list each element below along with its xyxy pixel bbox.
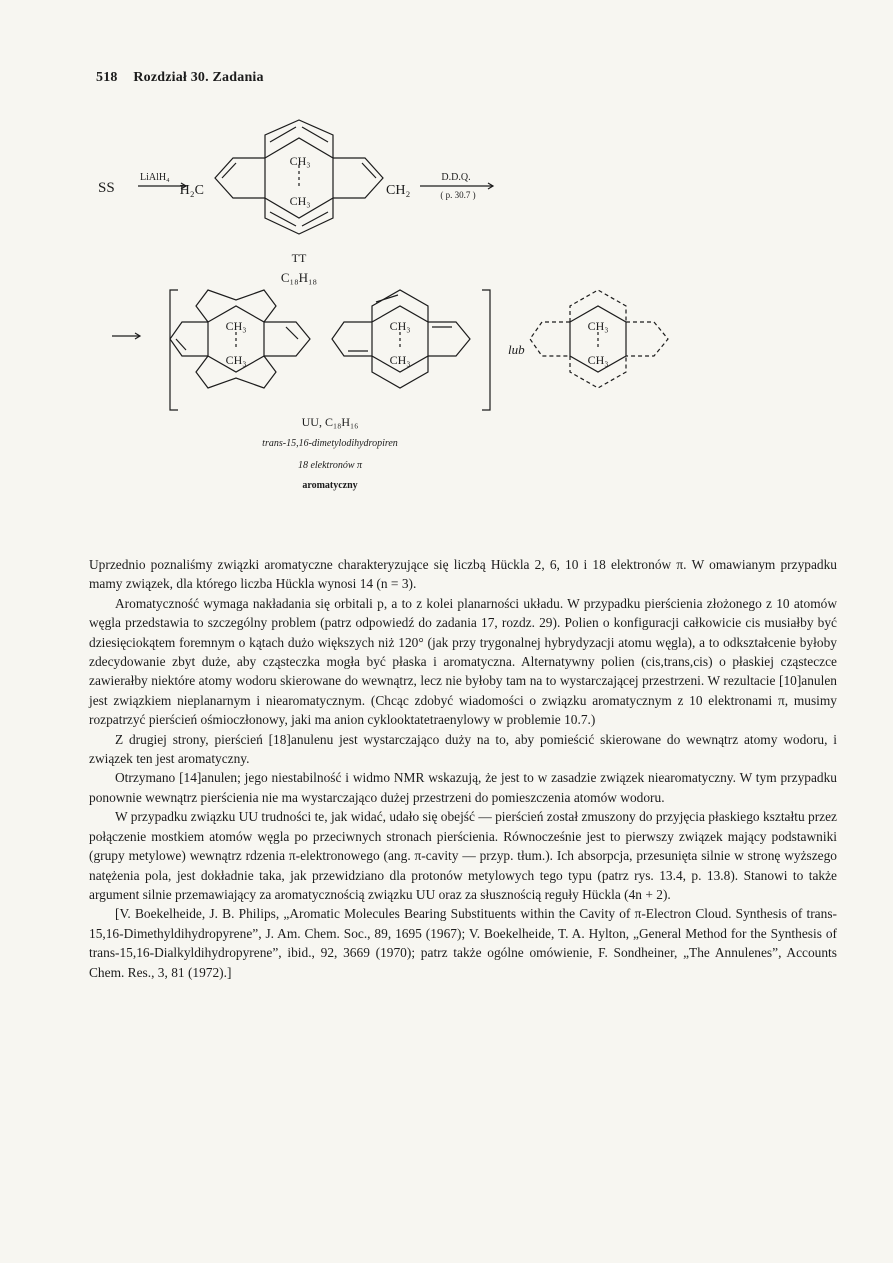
tt-formula: C₁₈H₁₈ xyxy=(280,270,318,285)
uu-structure-a xyxy=(170,290,310,388)
uu-electrons: 18 elektronów π xyxy=(297,460,363,471)
paragraph-1: Uprzednio poznaliśmy związki aromatyczne charakteryzujące się liczbą Hückla 2, 6, 10 i 18 elektronów π. W omawianym przypadku mamy związek, dla którego liczba Hückla wynosi 14 (n = 3). xyxy=(89,557,837,592)
paragraph-2: Aromatyczność wymaga nakładania się orbitali p, a to z kolei planarności układu. W przypadku pierścienia złożonego z 10 atomów węgla przedstawia to szczególny problem (patrz odpowiedź do zadania 17, rozdz. 29). Polien o konfiguracji całkowicie cis musiałby być dziesięciokątem foremnym o kątach dużo większych niż 120° (jak przy trygonalnej hybrydyzacji atomu węgla), a to odkształcenie byłoby zdecydowanie zbyt duże, aby cząsteczka mogła być płaska i aromatyczna. Alternatywny polien (cis,trans,cis) o płaskiej cząsteczce zawierałby niektóre atomy wodoru skierowane do wewnątrz, lecz nie byłoby tam na to wystarczającej przestrzeni. W rezultacie [10]anulen jest związkiem nieplanarnym i niearomatycznym. (Chcąc zdobyć wiadomości o związku aromatycznym z 10 elektronami π, musimy rozpatrzyć pierścień ośmioczłonowy, jaki ma anion cyklooktatetraenylowy w problemie 10.7.) xyxy=(89,595,837,728)
bracket-left xyxy=(170,290,178,410)
uu-b-ch3-top: CH₃ xyxy=(389,319,411,333)
paragraph-5: W przypadku związku UU trudności te, jak widać, udało się obejść — pierścień został zmuszony do przyjęcia płaskiego kształtu przez połączenie mostkiem atomów węgla po przeciwnych stronach pierścienia. Równocześnie jest to pierwszy związek mający podstawniki (grupy metylowe) wewnątrz rdzenia π-elektronowego (ang. π-cavity — przyp. tłum.). Ich absorpcja, przesunięta silnie w stronę wyższego natężenia pola, jest dokładnie taka, jak przewidziano dla protonów metylowych tego typu (patrz rys. 13.4, p. 13.8). Stanowi to także argument silnie przemawiający za aromatycznością związku UU oraz za słusznością reguły Hückla (4n + 2). xyxy=(89,809,837,902)
uu-a-ch3-top: CH₃ xyxy=(225,319,247,333)
chapter-title: Rozdział 30. Zadania xyxy=(133,70,264,85)
reagent2-label: D.D.Q. xyxy=(441,172,471,183)
uu-aromatic: aromatyczny xyxy=(302,480,358,491)
uu-label: UU, C₁₈H₁₆ xyxy=(301,415,359,429)
uu-name: trans-15,16-dimetylodihydropiren xyxy=(262,438,398,449)
tt-ch3-bottom: CH₃ xyxy=(289,194,311,208)
uu-structure-right xyxy=(530,290,668,388)
uu-b-ch3-bottom: CH₃ xyxy=(389,353,411,367)
bracket-right xyxy=(482,290,490,410)
page-number: 518 xyxy=(96,70,118,85)
paragraph-3: Z drugiej strony, pierścień [18]anulenu jest wystarczająco duży na to, aby pomieścić skierowane do wewnątrz atomy wodoru, i związek ten jest aromatyczny. xyxy=(89,731,837,767)
reference-paragraph: [V. Boekelheide, J. B. Philips, „Aromatic Molecules Bearing Substituents within the Cavity of π-Electron Cloud. Synthesis of trans-15,16-Dimethyldihydropyrene”, J. Am. Chem. Soc., 89, 1695 (1967); V. Boekelheide, T. A. Hylton, „General Method for the Synthesis of trans-15,16-Dialkyldihydropyrene”, ibid., 92, 3669 (1970); patrz także ogólne omówienie, F. Sondheiner, „The Annulenes”, Accounts Chem. Res., 3, 81 (1972).] xyxy=(89,906,837,980)
tt-structure xyxy=(215,120,383,234)
left-group-label: H₂C xyxy=(179,183,204,198)
uu-a-ch3-bottom: CH₃ xyxy=(225,353,247,367)
uu-structure-b xyxy=(332,290,470,388)
tt-ch3-top: CH₃ xyxy=(289,154,311,168)
reaction-scheme xyxy=(0,0,893,520)
reagent1-label: LiAlH₄ xyxy=(140,172,170,183)
right-ch3-bottom: CH₃ xyxy=(587,353,609,367)
body-text xyxy=(89,555,837,982)
right-ch3-top: CH₃ xyxy=(587,319,609,333)
right-group-label: CH₂ xyxy=(386,183,411,198)
start-label: SS xyxy=(98,180,115,196)
paragraph-4: Otrzymano [14]anulen; jego niestabilność i widmo NMR wskazują, że jest to w zasadzie związek niearomatyczny. W tym przypadku ponownie wewnątrz pierścienia nie ma wystarczająco dużej przestrzeni do pomieszczenia atomów wodoru. xyxy=(89,770,837,805)
tt-label: TT xyxy=(291,251,307,265)
reagent2-ref: ( p. 30.7 ) xyxy=(440,190,476,200)
lub-label: lub xyxy=(508,342,525,357)
